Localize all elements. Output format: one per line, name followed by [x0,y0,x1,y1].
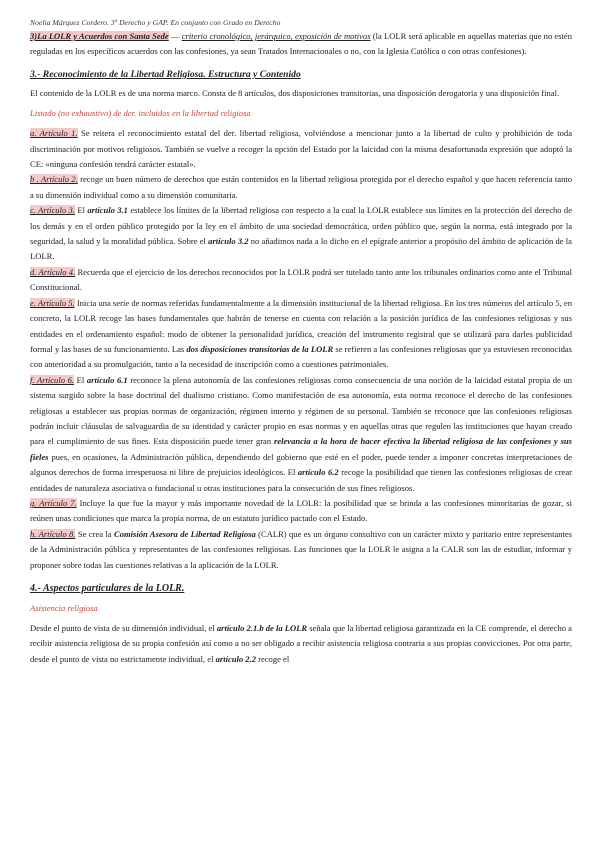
section-4-text-2: señala que la libertad religiosa garantizada en la CE comprende, el derecho a recibir asistencia religiosa de su propia confesión así como a no ser obligado a recibir asistencia religiosa contraria a sus propias convicciones. Por otra parte, desde el punto de vista no estrictamente individual, el [30,623,572,664]
item-c-text-3: no añadimos nada a lo dicho en el epígrafe anterior a propósito del ámbito de aplicación de la LOLR. [30,236,572,262]
item-f-text-4: recoge la posibilidad que tienen las confesiones religiosas de crear entidades de naturaleza asociativa o fundacional u otras instituciones para la consecución de sus fines religiosos. [30,467,572,493]
item-e-bold-1: dos disposiciones transitorias de la LOLR [186,343,334,354]
item-d [30,265,572,296]
item-b [30,172,572,203]
item-e-text-2: se refieren a las confesiones religiosas que ya estuviesen reconocidas con anterioridad a su promulgación, tanto a la necesidad de inscripción como a cuestiones patrimoniales. [30,343,572,370]
item-g-text: Incluye la que fue la mayor y más importante novedad de la LOLR: la posibilidad que se brinda a las confesiones minoritarias de gozar, si reúnen unas condiciones que marca la propia norma, de un estatuto jurídico pactado con el Estado. [30,497,573,524]
item-h [30,527,572,573]
section-4-bold-2: artículo 2.2 [215,653,256,664]
item-e-text-1: Inicia una serie de normas referidas fundamentalmente a la dimensión institucional de la libertad religiosa. En los tres números del artículo 5, en concreto, la LOLR recoge las bases fundamentales que habrán de tenerse en cuenta con relación a la posición jurídica de las confesiones religiosas y sus entidades en el ordenamiento español: modo de obtener la personalidad jurídica, creación del instrumento registral que se utilizará para darles publicidad formal y las bases de su funcionamiento. Las [30,297,572,354]
item-a [30,126,572,172]
item-c-bold-1: artículo 3.1 [87,205,128,216]
section-4-text-1: Desde el punto de vista de su dimensión individual, el [30,623,217,633]
section-4-bold-1: artículo 2.1.b de la LOLR [216,623,308,633]
item-d-text: Recuerda que el ejercicio de los derechos reconocidos por la LOLR podrá ser tutelado tanto ante los tribunales ordinarios como ante el Tribunal Constitucional. [30,266,572,293]
item-f-text-2: reconoce la plena autonomía de las confesiones religiosas como consecuencia de una noción de la laicidad estatal propia de un sistema surgido sobre la base doctrinal del dualismo cristiano. Como manifestación de esa autonomía, esta norma reconoce el derecho de las confesiones religiosas a establecer sus propias normas de organización, régimen interno y régimen de su personal. También se reconoce que las confesiones religiosas podrán incluir cláusulas de salvaguardia de su identidad y carácter propio en esas normas y en aquellas otras que regulen las instituciones que hayan creado para el cumplimiento de sus fines. Esta disposición puede tener gran [30,374,572,447]
page-header: Noelia Márquez Cordero. 3º Derecho y GAP. En conjunto con Grado en Derecho [30,18,281,27]
item-h-text-2: (CALR) que es un órgano consultivo con un carácter mixto y paritario entre representantes de la Administración pública y representantes de las confesiones religiosas. Las funciones que la LOLR le asigna a la CALR son las de estudiar, informar y proponer sobre todas las cuestiones relativas a la aplicación de la LOLR. [30,528,573,570]
item-h-label: h. Artículo 8. [30,528,76,539]
item-a-text: Se reitera el reconocimiento estatal del der. libertad religiosa, volviéndose a mencionar junto a la libertad de culto y prohibición de toda discriminación por motivos religiosos. También se vuelve a recoger la opción del Estado por la laicidad con la misma desafortunada expresión que adoptó la CE: «ninguna confesión tendrá carácter estatal». [30,128,572,170]
item-c [30,203,572,265]
section-3-heading: 3.- Reconocimiento de la Libertad Religiosa. Estructura y Contenido [30,68,301,80]
item-f-text-1: El [74,374,87,385]
item-g [30,496,572,527]
intro-lead: 3)La LOLR y Acuerdos con Santa Sede [30,31,169,41]
item-c-label: c. Artículo 3. [30,205,75,216]
section-4-paragraph [30,621,572,667]
item-d-label: d. Artículo 4. [30,266,76,277]
item-a-label: a. Artículo 1. [30,128,78,139]
item-e [30,296,572,373]
item-h-bold-1: Comisión Asesora de Libertad Religiosa [114,528,256,539]
intro-paragraph [30,29,572,60]
intro-criteria: criterio cronológico, jerárquico, exposición de motivos [181,31,371,41]
item-h-text-1: Se crea la [75,528,114,539]
list-title: Listado (no exhaustivo) de der. incluidos en la libertad religiosa [30,108,251,119]
intro-rest: (la LOLR será aplicable en aquellas materias que no estén reguladas en los específicos acuerdos con las confesiones, ya sean Tratados Internacionales o no, con la Iglesia Católica o con otras confesiones). [30,31,572,57]
item-b-text: recoge un buen número de derechos que están contenidos en la libertad religiosa protegida por el derecho español y que hacen referencia tanto a su dimensión individual como a su dimensión comunitaria. [30,174,572,200]
item-c-bold-2: artículo 3.2 [208,236,249,247]
section-3-paragraph: El contenido de la LOLR es de una norma marco. Consta de 8 artículos, dos disposiciones transitorias, una disposición derogatoria y una disposición final. [30,87,560,98]
item-f [30,373,572,496]
item-f-bold-1: artículo 6.1 [86,374,128,385]
section-4-text-3: recoge el [255,653,290,664]
item-c-text-1: El [74,205,88,216]
item-g-label: g. Artículo 7. [30,497,77,508]
section-4-subtitle: Asistencia religiosa [30,603,98,613]
item-f-bold-2: relevancia a la hora de hacer efectiva la libertad religiosa de las confesiones y sus fieles [30,436,572,462]
item-f-label: f. Artículo 6. [30,374,75,385]
item-b-label: b . Artículo 2. [30,174,78,185]
intro-dash: — [168,31,182,41]
item-c-text-2: establece los límites de la libertad religiosa con respecto a la cual la LOLR establece sus límites en la protección del derecho de los demás y en el orden público protegido por la ley en el ámbito de una sociedad democrática, orden público que, según la norma, está integrado por la seguridad, la salud y la moralidad pública. Sobre el [30,205,572,247]
item-f-bold-3: artículo 6.2 [297,467,339,478]
item-e-label: e. Artículo 5. [30,297,75,308]
section-4-heading: 4.- Aspectos particulares de la LOLR. [30,583,185,594]
item-f-text-3: pues, en ocasiones, la Administración pública, dependiendo del gobierno que esté en el poder, puede tender a imponer concretas interpretaciones de algunos derechos de forma irrespetuosa ni libre de prejuicios ideológicos. El [30,451,572,478]
